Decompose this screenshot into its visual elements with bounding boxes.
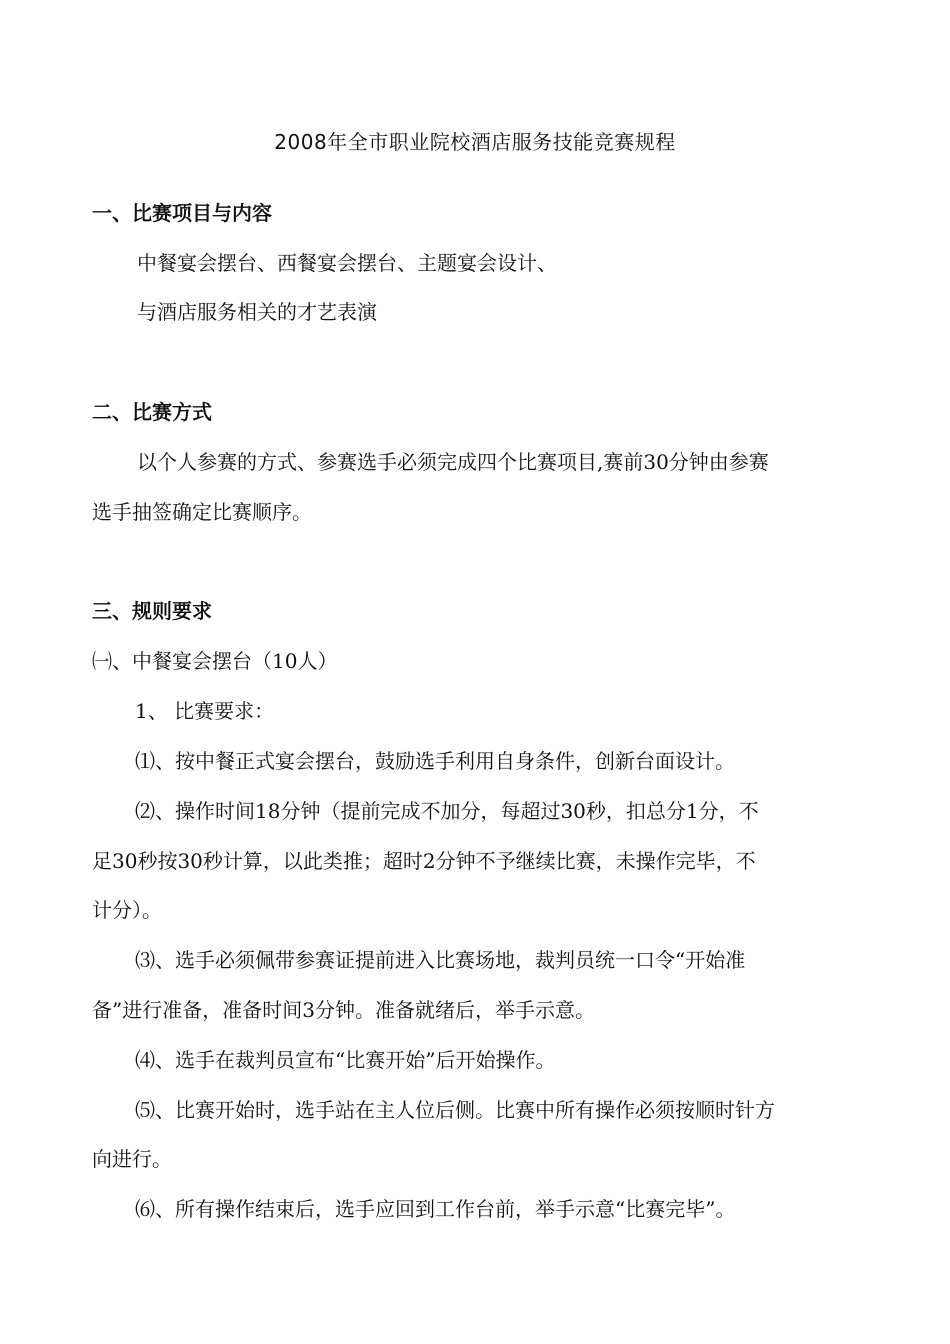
rule-3-line1: ⑶、选手必须佩带参赛证提前进入比赛场地，裁判员统一口令“开始准 [135,948,746,972]
section1-line1: 中餐宴会摆台、西餐宴会摆台、主题宴会设计、 [137,251,557,275]
rule-2-line1: ⑵、操作时间18分钟（提前完成不加分，每超过30秒，扣总分1分，不 [135,799,759,823]
section2-line1: 以个人参赛的方式、参赛选手必须完成四个比赛项目,赛前30分钟由参赛 [137,450,769,474]
section2-heading: 二、比赛方式 [92,400,212,424]
section3-heading: 三、规则要求 [92,599,212,623]
section1-heading: 一、比赛项目与内容 [92,201,272,225]
rule-2-line2: 足30秒按30秒计算，以此类推；超时2分钟不予继续比赛，未操作完毕，不 [92,849,756,873]
rule-5-line1: ⑸、比赛开始时，选手站在主人位后侧。比赛中所有操作必须按顺时针方 [135,1098,775,1122]
section2-line2: 选手抽签确定比赛顺序。 [92,500,312,524]
document-title: 2008年全市职业院校酒店服务技能竞赛规程 [274,130,676,154]
section1-line2: 与酒店服务相关的才艺表演 [137,300,377,324]
section3-sub1: ㈠、中餐宴会摆台（10人） [92,649,338,673]
rule-6: ⑹、所有操作结束后，选手应回到工作台前，举手示意“比赛完毕”。 [135,1197,736,1221]
rule-2-line3: 计分）。 [92,898,162,922]
rule-4: ⑷、选手在裁判员宣布“比赛开始”后开始操作。 [135,1048,556,1072]
section3-item1: 1、 比赛要求： [135,699,275,723]
rule-3-line2: 备”进行准备，准备时间3分钟。准备就绪后，举手示意。 [92,998,595,1022]
rule-5-line2: 向进行。 [92,1147,172,1171]
rule-1: ⑴、按中餐正式宴会摆台，鼓励选手利用自身条件，创新台面设计。 [135,749,735,773]
